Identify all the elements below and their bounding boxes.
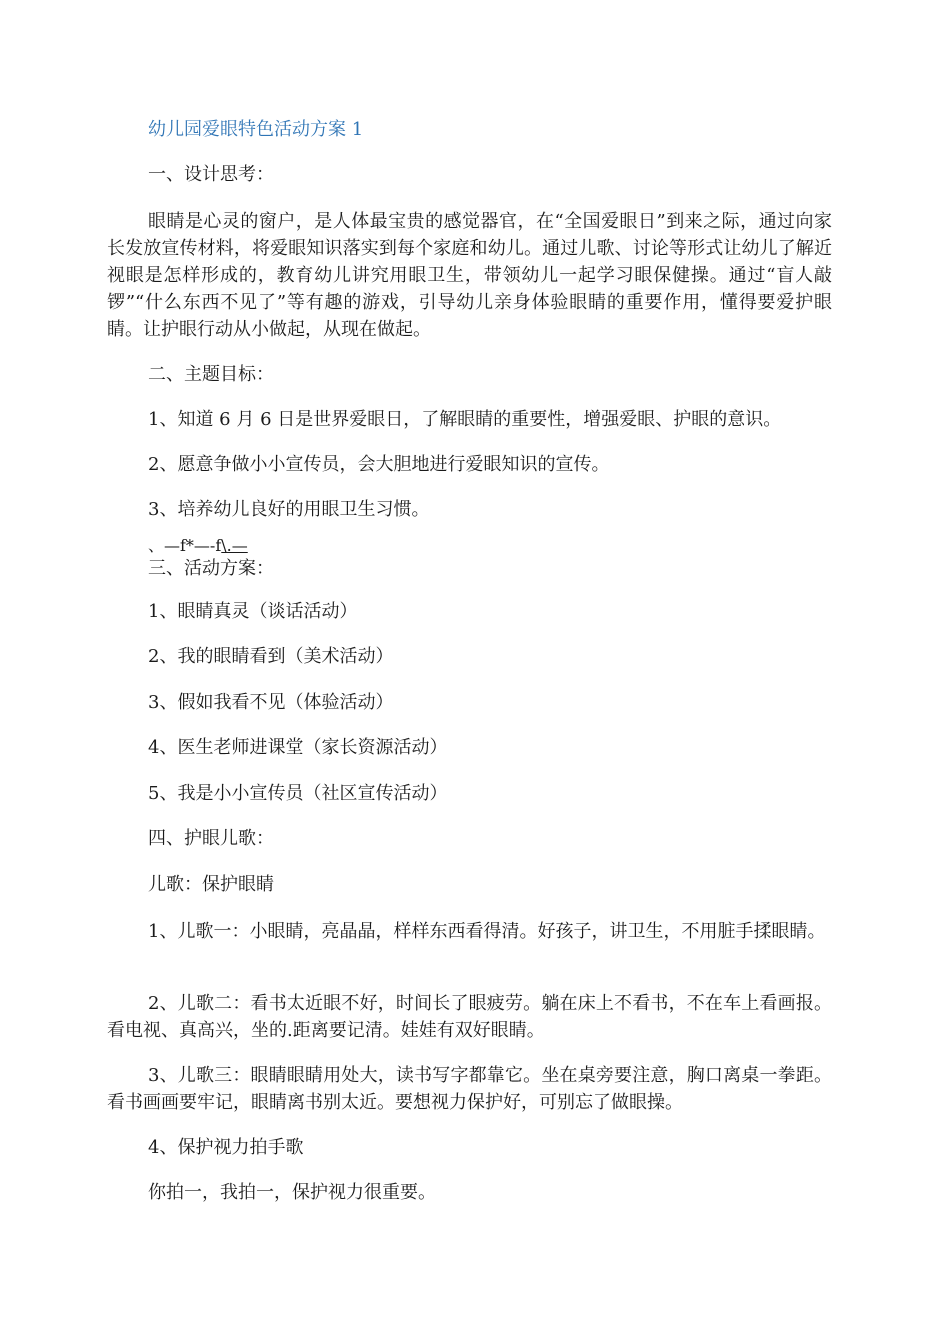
goal-item: 2、愿意争做小小宣传员，会大胆地进行爱眼知识的宣传。 [148, 454, 610, 475]
song-paragraph: 2、儿歌二：看书太近眼不好，时间长了眼疲劳。躺在床上不看书，不在车上看画报。看电视、真高兴，坐的.距离要记清。娃娃有双好眼睛。 [107, 993, 832, 1041]
clap-song-title: 4、保护视力拍手歌 [148, 1137, 304, 1158]
garbled-text [148, 537, 248, 555]
activity-item: 3、假如我看不见（体验活动） [148, 692, 394, 713]
garbled-text-underlined: \.— [221, 536, 248, 555]
activity-item: 1、眼睛真灵（谈话活动） [148, 601, 358, 622]
song-title: 儿歌：保护眼睛 [148, 874, 274, 895]
section-heading-design: 一、设计思考： [148, 164, 274, 185]
design-paragraph: 眼睛是心灵的窗户，是人体最宝贵的感觉器官，在“全国爱眼日”到来之际，通过向家长发放宣传材料，将爱眼知识落实到每个家庭和幼儿。通过儿歌、讨论等形式让幼儿了解近视眼是怎样形成的，教育幼儿讲究用眼卫生，带领幼儿一起学习眼保健操。通过“盲人敲锣”“什么东西不见了”等有趣的游戏，引导幼儿亲身体验眼睛的重要作用，懂得要爱护眼睛。让护眼行动从小做起，从现在做起。 [107, 211, 832, 340]
garbled-text-main: 、—f*—-f [148, 536, 222, 555]
activity-item: 2、我的眼睛看到（美术活动） [148, 646, 394, 667]
activity-item: 5、我是小小宣传员（社区宣传活动） [148, 783, 448, 804]
section-heading-songs: 四、护眼儿歌： [148, 828, 274, 849]
goal-item: 1、知道 6 月 6 日是世界爱眼日，了解眼睛的重要性，增强爱眼、护眼的意识。 [148, 409, 782, 430]
goal-item: 3、培养幼儿良好的用眼卫生习惯。 [148, 499, 430, 520]
section-heading-goals: 二、主题目标： [148, 364, 274, 385]
song-paragraph: 1、儿歌一：小眼睛，亮晶晶，样样东西看得清。好孩子，讲卫生，不用脏手揉眼睛。 [148, 921, 826, 942]
song-paragraph: 3、儿歌三：眼睛眼睛用处大，读书写字都靠它。坐在桌旁要注意，胸口离桌一拳距。看书画画要牢记，眼睛离书别太近。要想视力保护好，可别忘了做眼操。 [107, 1065, 832, 1113]
section-heading-activities: 三、活动方案： [148, 558, 274, 579]
activity-item: 4、医生老师进课堂（家长资源活动） [148, 737, 448, 758]
document-title: 幼儿园爱眼特色活动方案 1 [148, 119, 364, 140]
clap-song-line: 你拍一，我拍一，保护视力很重要。 [148, 1182, 436, 1203]
